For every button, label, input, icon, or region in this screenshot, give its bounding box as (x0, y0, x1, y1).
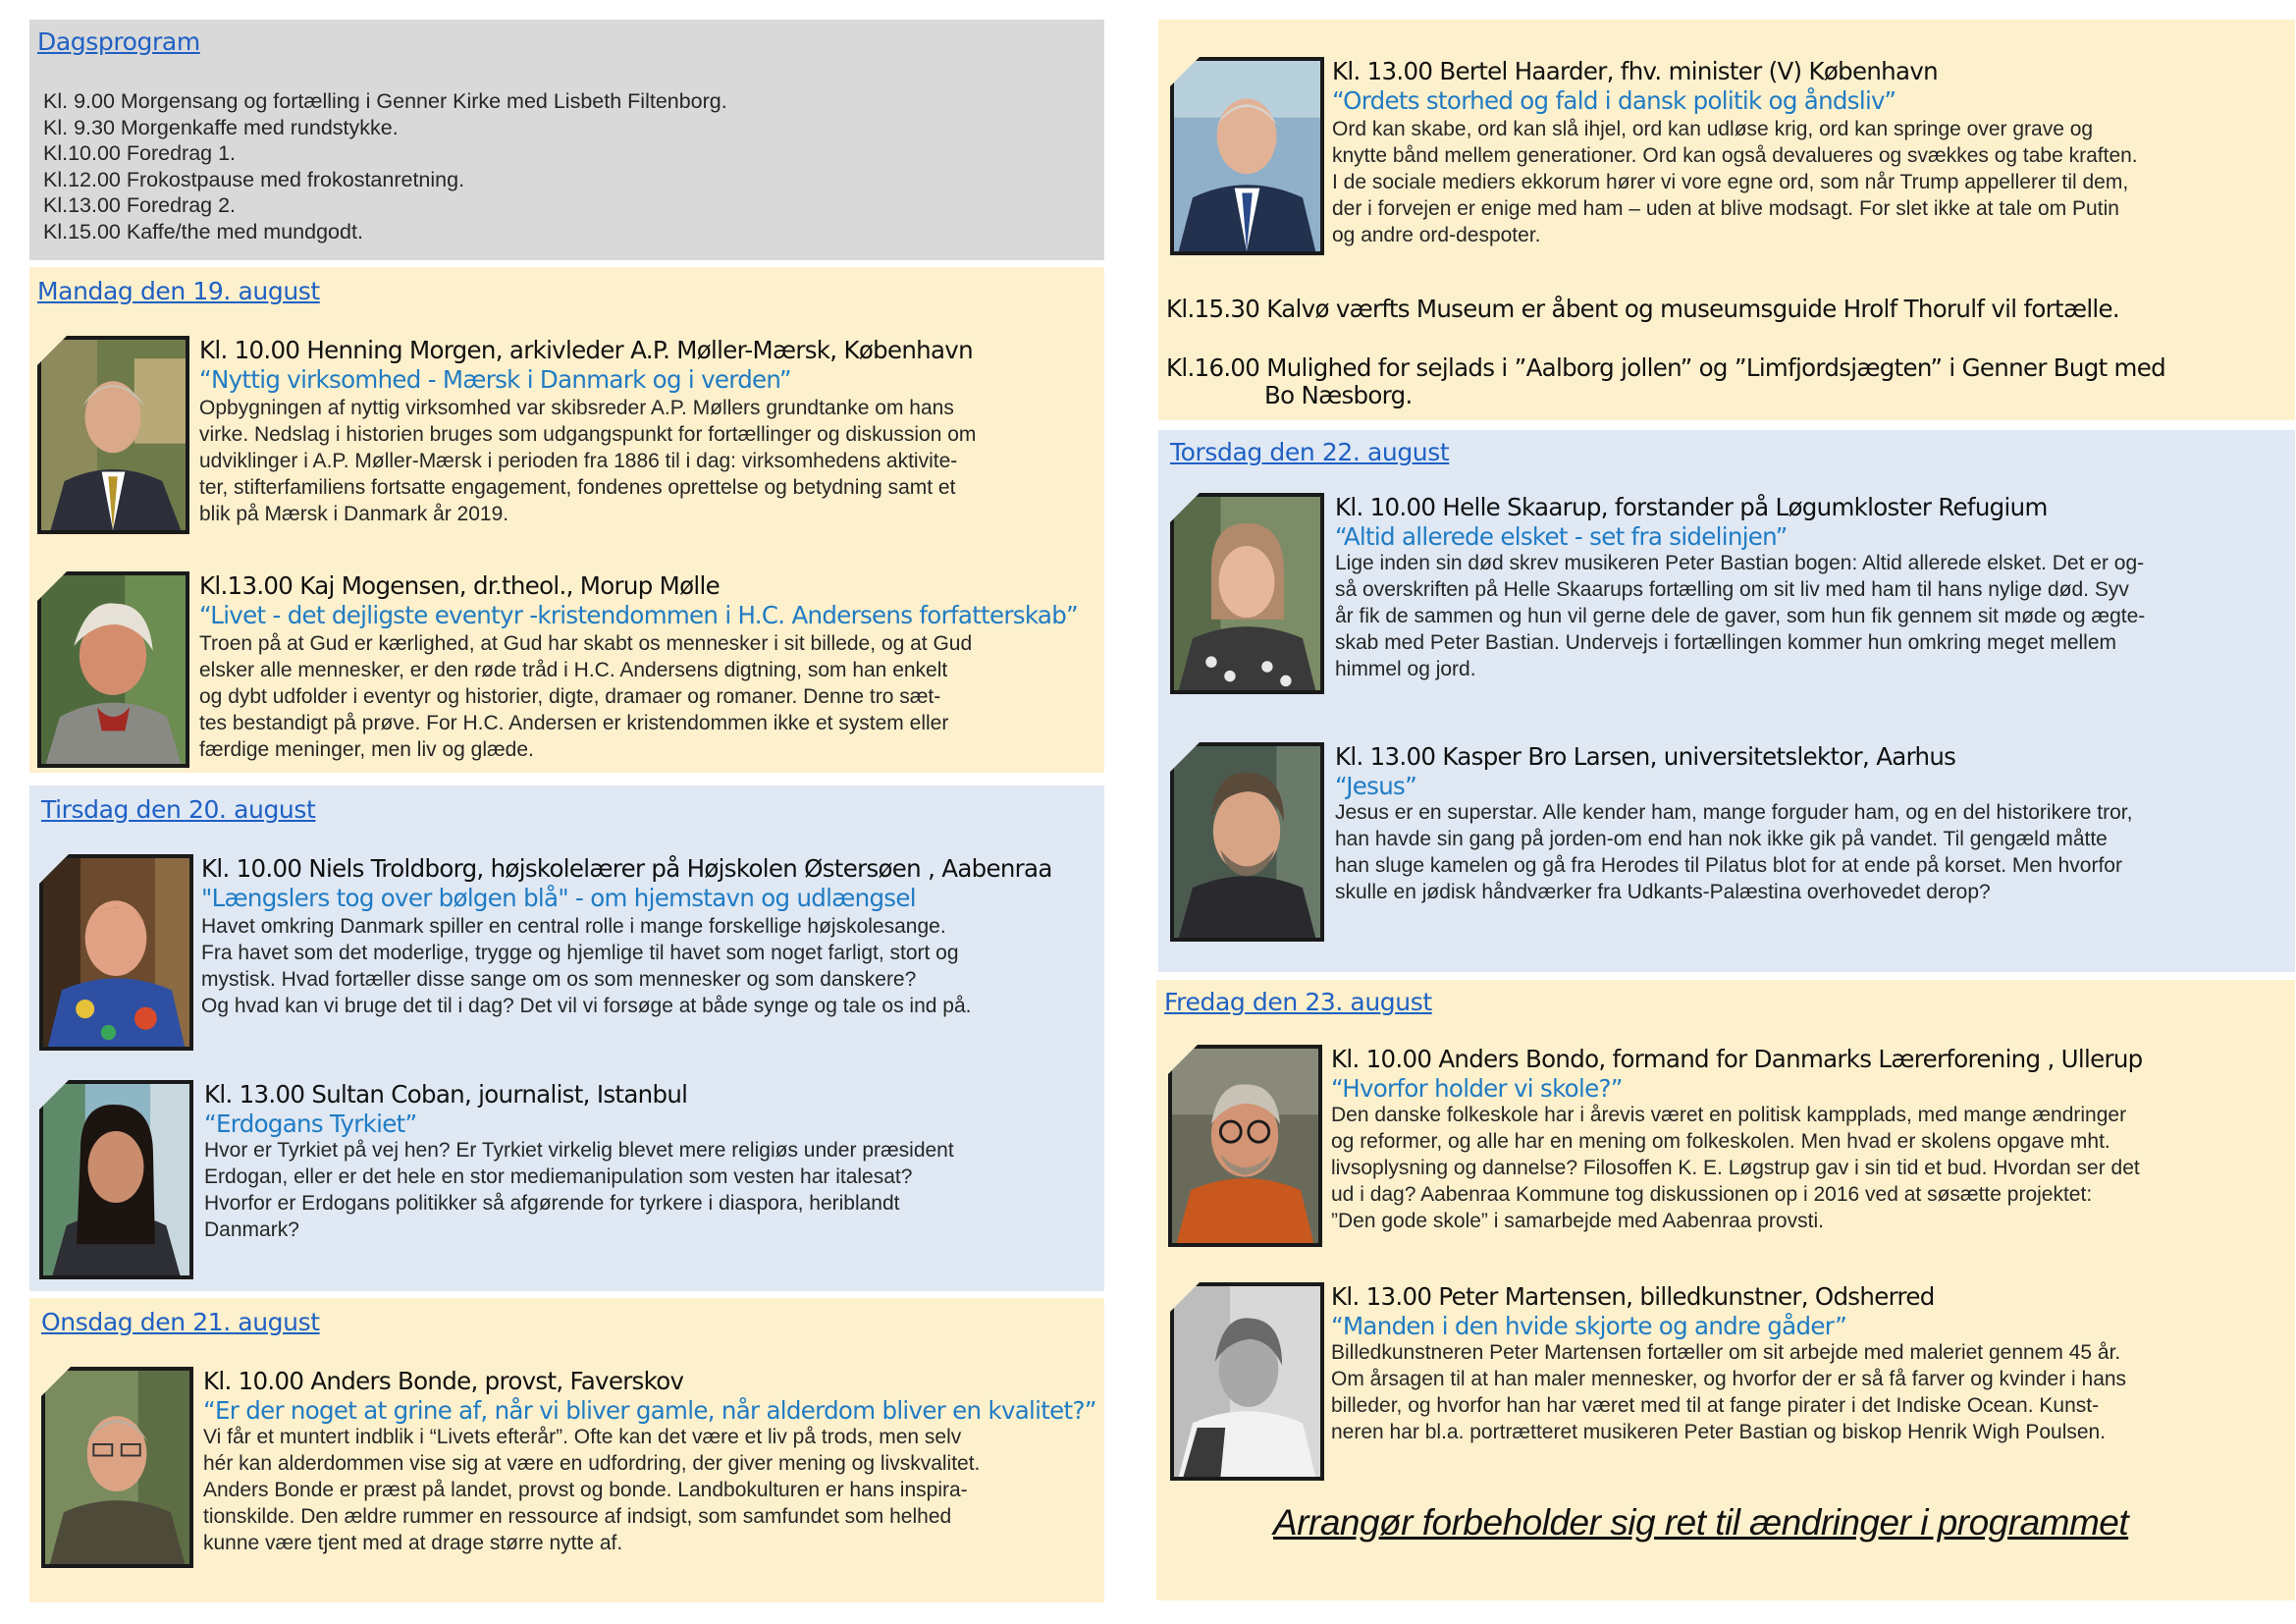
dagsprogram-heading[interactable]: Dagsprogram (37, 27, 200, 56)
extra-sailing: Kl.16.00 Mulighed for sejlads i ”Aalborg jollen” og ”Limfjordsjægten” i Genner Bugt med (1166, 353, 2165, 382)
speaker-photo (1170, 1282, 1324, 1481)
talk-anders-bonde (41, 1367, 1101, 1573)
talk-description: Lige inden sin død skrev musikeren Peter Bastian bogen: Altid allerede elsket. Det er og- så overskriften på Helle Skaarups fortælling om sit liv med ham til hans nylige død. Syv år fik de sammen og hun vil gerne dele de gaver, som hun fik gennem sit møde og ægte- skab med Peter Bastian. Undervejs i fortællingen kommer hun omkring meget mellem himmel og jord. (1335, 552, 2146, 680)
talk-description: Havet omkring Danmark spiller en central rolle i mange forskellige højskolesange. Fra havet som det moderlige, trygge og hjemlige til havet som noget farligt, stort og mystisk. Hvad fortæller disse sange om os som mennesker og som danskere? Og hvad kan vi bruge det til i dag? Det vil vi forsøge at både synge og tale os ind på. (201, 915, 972, 1017)
talk-henning-morgen (37, 336, 1097, 537)
disclaimer: Arrangør forbeholder sig ret til ændringer i programmet (1273, 1502, 2129, 1543)
monday-heading[interactable]: Mandag den 19. august (37, 277, 320, 305)
talk-description: Ord kan skabe, ord kan slå ihjel, ord kan udløse krig, ord kan springe over grave og knytte bånd mellem generationer. Ord kan også devalueres og svækkes og tabe kraften. I de sociale mediers ekkorum hører vi vore egne ord, som når Trump appellerer til dem, der i forvejen er enige med ham – uden at blive modsagt. For slet ikke at tale om Putin og andre ord-despoter. (1332, 118, 2138, 246)
talk-description: Den danske folkeskole har i årevis været en politisk kampplads, med mange ændringer og reformer, og alle har en mening om folkeskolen. Men hvad er skolens opgave mht. livsoplysning og dannelse? Filosoffen K. E. Løgstrup gav i sin tid et bud. Hvordan ser det ud i dag? Aabenraa Kommune tog diskussionen op i 2016 ved at søsætte projektet: ”Den gode skole” i samarbejde med Aabenraa provsti. (1331, 1104, 2140, 1232)
thursday-heading[interactable]: Torsdag den 22. august (1170, 438, 1450, 466)
speaker-photo (41, 1367, 193, 1568)
talk-speaker: Kl. 13.00 Bertel Haarder, fhv. minister (V) København (1332, 57, 1938, 85)
extra-sailing-cont: Bo Næsborg. (1264, 381, 1413, 409)
extra-museum: Kl.15.30 Kalvø værfts Museum er åbent og museumsguide Hrolf Thorulf vil fortælle. (1166, 295, 2119, 323)
speaker-photo (1168, 1045, 1322, 1247)
talk-speaker: Kl. 13.00 Kasper Bro Larsen, universitetslektor, Aarhus (1335, 742, 1956, 771)
talk-kaj-mogensen (37, 571, 1097, 768)
talk-speaker: Kl. 10.00 Anders Bondo, formand for Danmarks Lærerforening , Ullerup (1331, 1045, 2143, 1073)
speaker-photo (39, 854, 193, 1051)
talk-title: “Livet - det dejligste eventyr -kristendommen i H.C. Andersens forfatterskab” (199, 601, 1079, 629)
dagsprogram-section (29, 20, 1104, 260)
thursday-section (1158, 430, 2295, 972)
talk-title: “Erdogans Tyrkiet” (204, 1110, 417, 1138)
talk-anders-bondo (1168, 1045, 2292, 1251)
speaker-photo (39, 1080, 193, 1279)
talk-title: “Er der noget at grine af, når vi bliver gamle, når alderdom bliver en kvalitet?” (203, 1396, 1096, 1425)
speaker-photo (1170, 742, 1324, 942)
speaker-photo (1170, 57, 1324, 255)
dagsprogram-line: Kl. 9.30 Morgenkaffe med rundstykke. (43, 115, 399, 139)
dagsprogram-line: Kl.12.00 Frokostpause med frokostanretning. (43, 167, 465, 191)
talk-helle-skaarup (1170, 493, 2289, 699)
speaker-photo (37, 336, 189, 534)
talk-speaker: Kl. 10.00 Anders Bonde, provst, Faverskov (203, 1367, 684, 1395)
talk-description: Opbygningen af nyttig virksomhed var skibsreder A.P. Møllers grundtanke om hans virke. Nedslag i historien bruges som udgangspunkt for fortællinger og diskussion om udviklinger i A.P. Møller-Mærsk i perioden fra 1886 til i dag: virksomhedens aktivite- ter, stifterfamiliens fortsatte engagement, fondenes oprettelse og betydning samt et blik på Mærsk i Danmark år 2019. (199, 397, 977, 525)
talk-speaker: Kl. 13.00 Sultan Coban, journalist, Istanbul (204, 1080, 688, 1109)
talk-description: Hvor er Tyrkiet på vej hen? Er Tyrkiet virkelig blevet mere religiøs under præsident Erdogan, eller er det hele en stor mediemanipulation som vesten har italesat? Hvorfor er Erdogans politikker så afgørende for tyrkere i diaspora, heriblandt Danmark? (204, 1139, 954, 1241)
talk-title: "Længslers tog over bølgen blå" - om hjemstavn og udlængsel (201, 884, 916, 912)
talk-title: “Hvorfor holder vi skole?” (1331, 1074, 1623, 1103)
talk-title: “Nyttig virksomhed - Mærsk i Danmark og i verden” (199, 365, 791, 394)
talk-speaker: Kl. 13.00 Peter Martensen, billedkunstner, Odsherred (1331, 1282, 1935, 1311)
talk-description: Billedkunstneren Peter Martensen fortæller om sit arbejde med maleriet gennem 45 år. Om årsagen til at han maler mennesker, og hvorfor der er så få farver og kvinder i hans billeder, og hvorfor han har været med til at fange pirater i det Indiske Ocean. Kunst- neren har bl.a. portrætteret musikeren Peter Bastian og biskop Henrik Wigh Poulsen. (1331, 1341, 2127, 1443)
talk-title: “Ordets storhed og fald i dansk politik og åndsliv” (1332, 86, 1896, 115)
talk-niels-troldborg (39, 854, 1099, 1051)
speaker-photo (37, 571, 189, 768)
talk-speaker: Kl. 10.00 Niels Troldborg, højskolelærer på Højskolen Østersøen , Aabenraa (201, 854, 1052, 883)
wednesday-continued-section (1158, 20, 2295, 420)
tuesday-heading[interactable]: Tirsdag den 20. august (41, 795, 316, 824)
wednesday-heading[interactable]: Onsdag den 21. august (41, 1308, 320, 1336)
talk-sultan-coban (39, 1080, 1099, 1281)
monday-section (29, 267, 1104, 773)
speaker-photo (1170, 493, 1324, 694)
talk-bertel-haarder (1170, 57, 2289, 258)
tuesday-section (29, 785, 1104, 1291)
wednesday-section (29, 1298, 1104, 1602)
dagsprogram-line: Kl.13.00 Foredrag 2. (43, 193, 237, 217)
talk-peter-martensen (1170, 1282, 2289, 1484)
talk-kasper-bro-larsen (1170, 742, 2289, 948)
talk-speaker: Kl. 10.00 Henning Morgen, arkivleder A.P. Møller-Mærsk, København (199, 336, 973, 364)
talk-description: Troen på at Gud er kærlighed, at Gud har skabt os mennesker i sit billede, og at Gud elsker alle mennesker, er den røde tråd i H.C. Andersens digtning, som han enkelt og dybt udfolder i eventyr og historier, digte, dramaer og romaner. Denne tro sæt- tes bestandigt på prøve. For H.C. Andersen er kristendommen ikke et system eller færdige meninger, men liv og glæde. (199, 632, 973, 761)
talk-title: “Jesus” (1335, 772, 1417, 800)
talk-speaker: Kl. 10.00 Helle Skaarup, forstander på Løgumkloster Refugium (1335, 493, 2048, 521)
dagsprogram-line: Kl.15.00 Kaffe/the med mundgodt. (43, 219, 363, 244)
dagsprogram-line: Kl.10.00 Foredrag 1. (43, 141, 237, 165)
friday-heading[interactable]: Fredag den 23. august (1164, 988, 1432, 1016)
dagsprogram-line: Kl. 9.00 Morgensang og fortælling i Genner Kirke med Lisbeth Filtenborg. (43, 89, 727, 113)
dagsprogram-list (43, 88, 727, 244)
talk-title: “Manden i den hvide skjorte og andre gåder” (1331, 1312, 1847, 1340)
talk-description: Jesus er en superstar. Alle kender ham, mange forguder ham, og en del historikere tror, han havde sin gang på jorden-om end han nok ikke gik på vandet. Til gengæld måtte han sluge kamelen og gå fra Herodes til Pilatus blot for at ende på korset. Men hvorfor skulle en jødisk håndværker fra Udkants-Palæstina overhovedet derop? (1335, 801, 2133, 903)
talk-description: Vi får et muntert indblik i “Livets efterår”. Ofte kan det være et liv på trods, men selv hér kan alderdommen vise sig at være en udfordring, der giver mening og livskvalitet. Anders Bonde er præst på landet, provst og bonde. Landbokulturen er hans inspira- tionskilde. Den ældre rummer en ressource af indsigt, som samfundet som helhed kunne være tjent med at drage større nytte af. (203, 1426, 981, 1554)
talk-speaker: Kl.13.00 Kaj Mogensen, dr.theol., Morup Mølle (199, 571, 720, 600)
talk-title: “Altid allerede elsket - set fra sidelinjen” (1335, 522, 1788, 551)
